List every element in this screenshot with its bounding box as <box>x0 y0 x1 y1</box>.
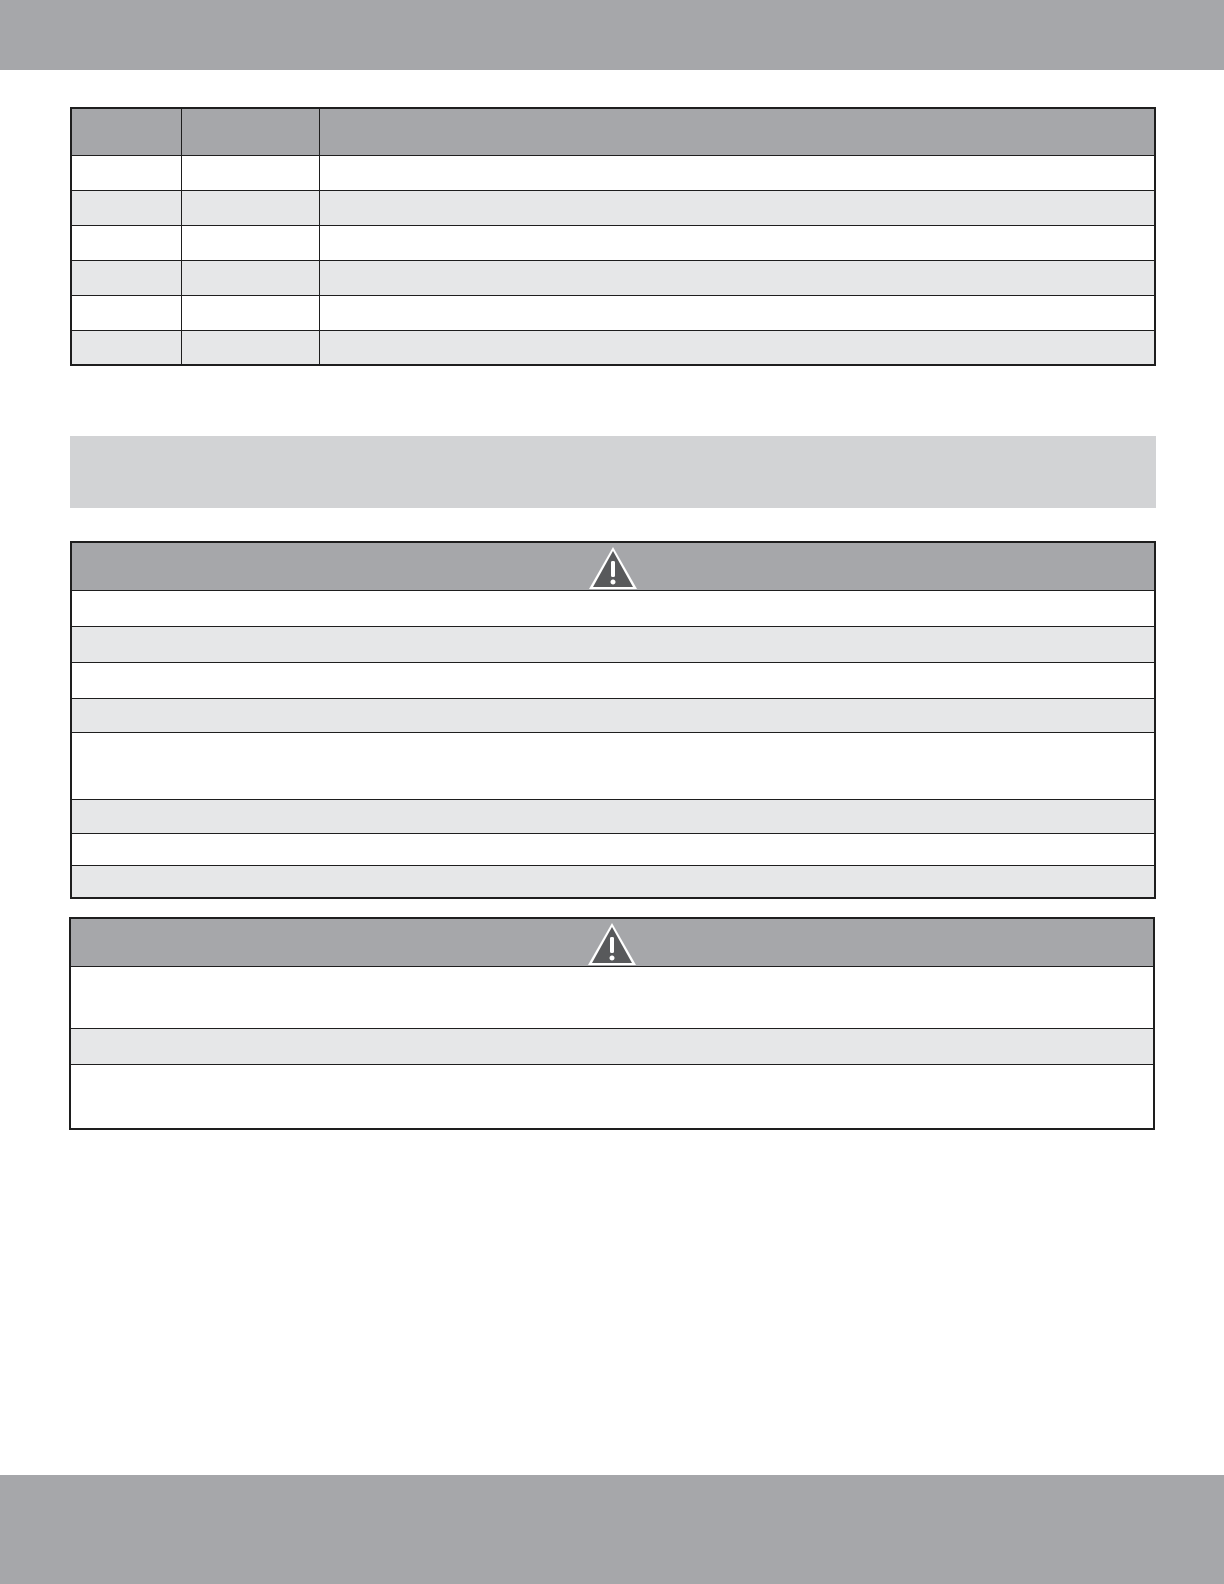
table-header-cell <box>319 108 1155 155</box>
table-cell <box>319 295 1155 330</box>
table-cell <box>181 190 319 225</box>
warning-row <box>72 800 1154 834</box>
spec-table <box>70 107 1156 366</box>
table-cell <box>319 190 1155 225</box>
table-row <box>71 190 1155 225</box>
warning-row <box>72 663 1154 699</box>
warning-row <box>72 591 1154 627</box>
table-row <box>71 260 1155 295</box>
table-cell <box>181 295 319 330</box>
table-header-row <box>71 108 1155 155</box>
table-cell <box>181 260 319 295</box>
table-cell <box>181 330 319 365</box>
table-header-cell <box>181 108 319 155</box>
warning-row <box>72 733 1154 800</box>
table-row <box>71 295 1155 330</box>
table-cell <box>319 155 1155 190</box>
warning-box <box>70 541 1156 899</box>
header-band <box>0 0 1224 70</box>
table-cell <box>71 155 181 190</box>
warning-box <box>69 917 1155 1130</box>
table-header-cell <box>71 108 181 155</box>
warning-row <box>72 866 1154 897</box>
footer-band <box>0 1475 1224 1584</box>
table-row <box>71 330 1155 365</box>
warning-triangle-icon <box>587 922 637 966</box>
warning-row <box>71 1029 1153 1065</box>
table-cell <box>181 225 319 260</box>
table-row <box>71 155 1155 190</box>
table-cell <box>71 190 181 225</box>
table-cell <box>71 225 181 260</box>
warning-triangle-icon <box>588 546 638 590</box>
table-cell <box>319 330 1155 365</box>
section-banner <box>70 436 1156 508</box>
warning-row <box>72 627 1154 663</box>
table-cell <box>319 260 1155 295</box>
table-cell <box>71 330 181 365</box>
table-cell <box>319 225 1155 260</box>
warning-header <box>71 919 1153 967</box>
table-cell <box>71 260 181 295</box>
warning-row <box>71 1065 1153 1128</box>
warning-row <box>72 834 1154 866</box>
warning-header <box>72 543 1154 591</box>
table-cell <box>71 295 181 330</box>
warning-row <box>71 967 1153 1029</box>
warning-row <box>72 699 1154 733</box>
table-row <box>71 225 1155 260</box>
table-cell <box>181 155 319 190</box>
